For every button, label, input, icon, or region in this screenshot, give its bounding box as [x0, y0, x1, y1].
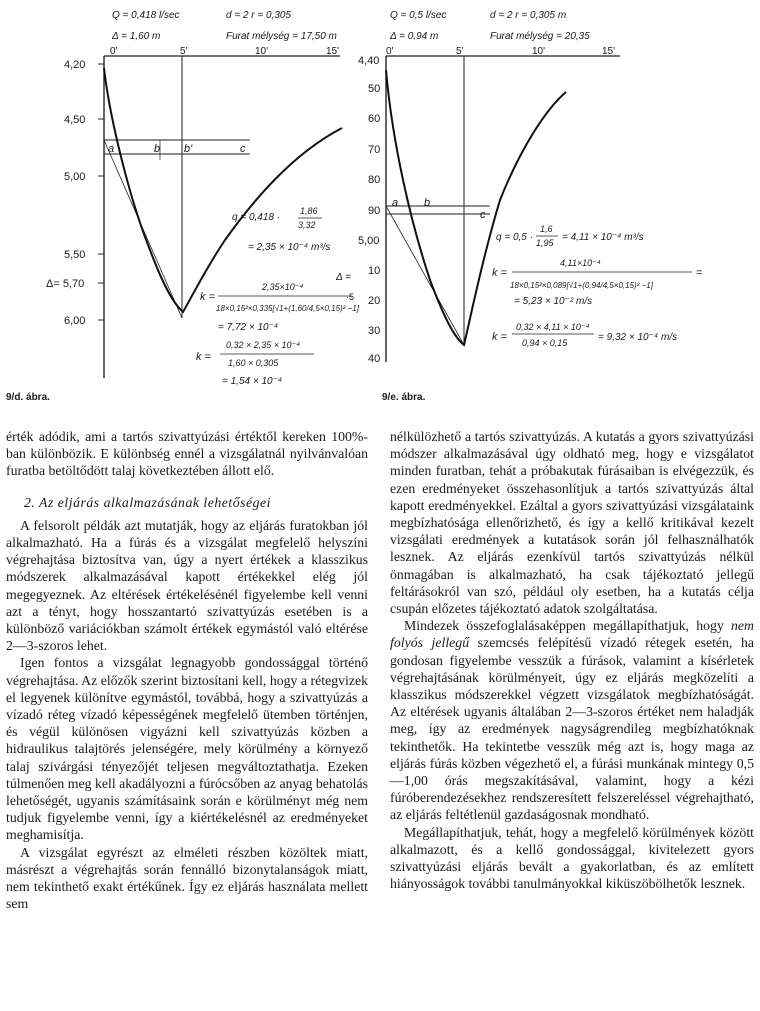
header-d: d = 2 r = 0,305 m — [490, 10, 567, 21]
header-delta: Δ = 0,94 m — [390, 31, 439, 42]
y-tick-440: 4,40 — [358, 55, 380, 67]
paragraph: A felsorolt példák azt mutatják, hogy az eljárás furatokban jól alkalmazható. Ha a fúrás és a vizsgálat megfelelő helyszíni végrehajtása biztosítva van, úgy a nyert értékek a klasszikus módszerek alkalmazásával kapott értékekkel elég jól megegyeznek. Az eltérések értékelésénél figyelembe kell venni azt a tényt, hogy hosszantartó szivattyúzás esetében is a különböző variációkban számolt értékek egymástól való eltérése 2—3-szoros lehet. — [6, 517, 368, 654]
point-a: a — [392, 197, 399, 209]
delta-side: ·5 — [346, 292, 355, 302]
figure-9e-caption: 9/e. ábra. — [382, 392, 426, 403]
k-num: 4,11×10⁻⁴ — [560, 258, 601, 268]
header-q: Q = 0,5 l/sec — [390, 10, 447, 21]
q-frac-den: 3,32 — [298, 220, 316, 230]
y-tick-500: 5,00 — [358, 235, 380, 247]
k2-den: 0,94 × 0,15 — [522, 338, 568, 348]
y-tick-50: 50 — [368, 83, 381, 95]
paragraph: nélkülözhető a tartós szivattyúzás. A kutatás a gyors szivattyúzási módszer alkalmazásával úgy oldható meg, hogy e vizsgálatot minden furatban, tehát a próbakutak fúrásaiban is elvégezzük, és ezen eredményeket összehasonlítjuk a tartós szivattyúzás által kapott eredményekkel. Ezáltal a gyors szivattyúzási vizsgálataink megbízhatósága ellenőrizhető, és így a kellő kritikával kezelt vizsgálati eredmények a kutatások során jól felhasználhatók lesznek. Az eljárás ezenkívül tartós szivattyúzás nélkül önmagában is alkalmazható, ha csak tájékoztató jellegű feltárásokról van szó, például oly esetben, ha a kutatás célja csupán előzetes tájékoztató adatok szolgáltatása. — [390, 429, 754, 617]
header-delta: Δ = 1,60 m — [112, 31, 161, 42]
figure-9e-drawing — [358, 0, 760, 410]
paragraph — [390, 617, 754, 823]
k2-label: k = — [196, 351, 211, 363]
k-label: k = — [200, 291, 215, 303]
figure-9d-drawing — [0, 0, 381, 410]
q-formula: q = 0,418 · — [232, 212, 281, 223]
q-frac-den: 1,95 — [536, 238, 554, 248]
header-q: Q = 0,418 l/sec — [112, 10, 180, 21]
right-text-column — [390, 428, 754, 892]
k-den: 18×0,15²×0,089[√1+(0,94/4,5×0,15)² −1] — [510, 281, 653, 290]
header-furat: Furat mélység = 17,50 m — [226, 31, 337, 42]
x-tick-5: 5' — [456, 46, 464, 57]
x-tick-0: 0' — [386, 46, 394, 57]
x-tick-10: 10' — [532, 46, 546, 57]
x-tick-10: 10' — [255, 46, 269, 57]
k-tail: = — [696, 267, 703, 279]
q-formula: q = 0,5 · — [496, 232, 533, 243]
figure-9d — [0, 0, 381, 410]
x-tick-15: 15' — [326, 46, 340, 57]
y-tick-30: 30 — [368, 325, 381, 337]
text-run: szemcsés felépítésű vízadó rétegek esetén, ha gondosan figyelembe vesszük a fúrások, valamint a kísérletek végrehajtásának körülményeit, úgy ez eljárás megközelíti a klasszikus módszerekkel végzett vizsgálatok megbízhatóságát. Az eltérések ugyanis általában 2—3-szoros értéket nem haladják meg, így az eredmények nagyságrendileg megbízhatóknak tekinthetők. Ha tekintetbe vesszük még azt is, hogy maga az eljárás fúrás közben végezhető el, a fúrási munkának mintegy 0,5—1,00 órás megszakításával, valamint, hogy a kézi fúróberendezésekhez rendszeresített felszereléssel végrehajtható, az eljárás feltétlenül gazdaságosnak mondható. — [390, 635, 755, 823]
y-tick-420: 4,20 — [64, 59, 86, 71]
k2-den: 1,60 × 0,305 — [228, 358, 279, 368]
y-tick-500: 5,00 — [64, 171, 86, 183]
figure-9d-caption: 9/d. ábra. — [6, 392, 50, 403]
left-text-column — [6, 428, 368, 912]
y-tick-90: 90 — [368, 205, 381, 217]
k2-num: 0,32 × 4,11 × 10⁻⁴ — [516, 322, 590, 332]
k2-result: = 9,32 × 10⁻⁴ m/s — [598, 332, 678, 343]
point-c: c — [480, 209, 486, 221]
y-tick-60: 60 — [368, 113, 381, 125]
point-b: b — [424, 197, 431, 209]
header-d: d = 2 r = 0,305 — [226, 10, 292, 21]
point-c: c — [240, 143, 246, 155]
y-tick-20: 20 — [368, 295, 381, 307]
emphasis-text: nem folyós jellegű — [390, 618, 754, 651]
y-tick-450: 4,50 — [64, 114, 86, 126]
k-label: k = — [492, 267, 507, 279]
y-tick-10: 10 — [368, 265, 381, 277]
q-frac-num: 1,6 — [540, 224, 553, 234]
y-tick-550: 5,50 — [64, 249, 86, 261]
k-den: 18×0,15²×0,335[√1+(1,60/4,5×0,15)² −1] — [216, 304, 359, 313]
header-furat: Furat mélység = 20,35 — [490, 31, 590, 42]
section-heading: 2. Az eljárás alkalmazásának lehetőségei — [24, 494, 271, 510]
paragraph: érték adódik, ami a tartós szivattyúzási értéktől kereken 100%-ban különbözik. E különbség ennél a vizsgálatnál nyilvánvalóan furatba betöltődött talaj következtében állott elő. — [6, 429, 368, 479]
x-tick-15: 15' — [602, 46, 616, 57]
k-result: = 7,72 × 10⁻⁴ — [218, 322, 279, 333]
k2-label: k = — [492, 331, 507, 343]
paragraph: Igen fontos a vizsgálat legnagyobb gondossággal történő végrehajtása. Az előzők szerint biztosítani kell, hogy a rétegvizek el legyenek különítve egymástól, továbbá, hogy a szivattyúzás a vízadó réteg vízadó képességének megfelelő ütemben történjen, és végül különösen vigyázni kell szivattyúzás közben a hidraulikus talajtörés jelenségére, mely körülmény a környező talaj szivárgási tényezőjét teljesen megváltoztathatja. Ezeken túlmenően meg kell akadályozni a fúrócsőben az anyag behatolás lehetőségét, ugyanis számításaink során e körülményt még nem tudjuk figyelembe venni, így a kiértékelésnél az eredményeket meghamisítja. — [6, 655, 368, 843]
figure-9e — [358, 0, 760, 410]
paragraph: A vizsgálat egyrészt az elméleti részben közöltek miatt, másrészt a végrehajtás során fennálló bizonytalanságok miatt, nem tekinthető exakt értékűnek. Így ez eljárás használata mellett sem — [6, 844, 368, 912]
point-a: a — [108, 143, 115, 155]
x-tick-0: 0' — [110, 46, 118, 57]
tangent-line — [386, 206, 464, 345]
y-tick-600: 6,00 — [64, 315, 86, 327]
q-result: = 4,11 × 10⁻⁴ m³/s — [562, 232, 644, 243]
point-b-prime: b' — [184, 143, 193, 155]
paragraph: Megállapíthatjuk, tehát, hogy a megfelelő körülmények között alkalmazott, és a kellő gondossággal, kivitelezett gyors szivattyúzási eljárás bevált a gyakorlatban, és az említett hiányosságok további tanulmányokkal kiküszöbölhetők lesznek. — [390, 824, 754, 892]
text-run: Mindezek összefoglalásaképpen megállapíthatjuk, hogy — [404, 618, 724, 634]
y-tick-80: 80 — [368, 174, 381, 186]
y-tick-delta: Δ= 5,70 — [46, 278, 85, 290]
x-tick-5: 5' — [180, 46, 188, 57]
point-b: b — [154, 143, 161, 155]
k2-result: = 1,54 × 10⁻⁴ — [222, 376, 283, 387]
drawdown-curve — [104, 68, 342, 312]
y-tick-70: 70 — [368, 144, 381, 156]
k2-num: 0,32 × 2,35 × 10⁻⁴ — [226, 340, 301, 350]
q-result: = 2,35 × 10⁻⁴ m³/s — [248, 242, 331, 253]
k-num: 2,35×10⁻⁴ — [262, 282, 304, 292]
y-tick-40: 40 — [368, 353, 381, 365]
q-frac-num: 1,86 — [300, 206, 318, 216]
delta-tag: Δ = — [336, 272, 351, 283]
k-result: = 5,23 × 10⁻² m/s — [514, 296, 593, 307]
